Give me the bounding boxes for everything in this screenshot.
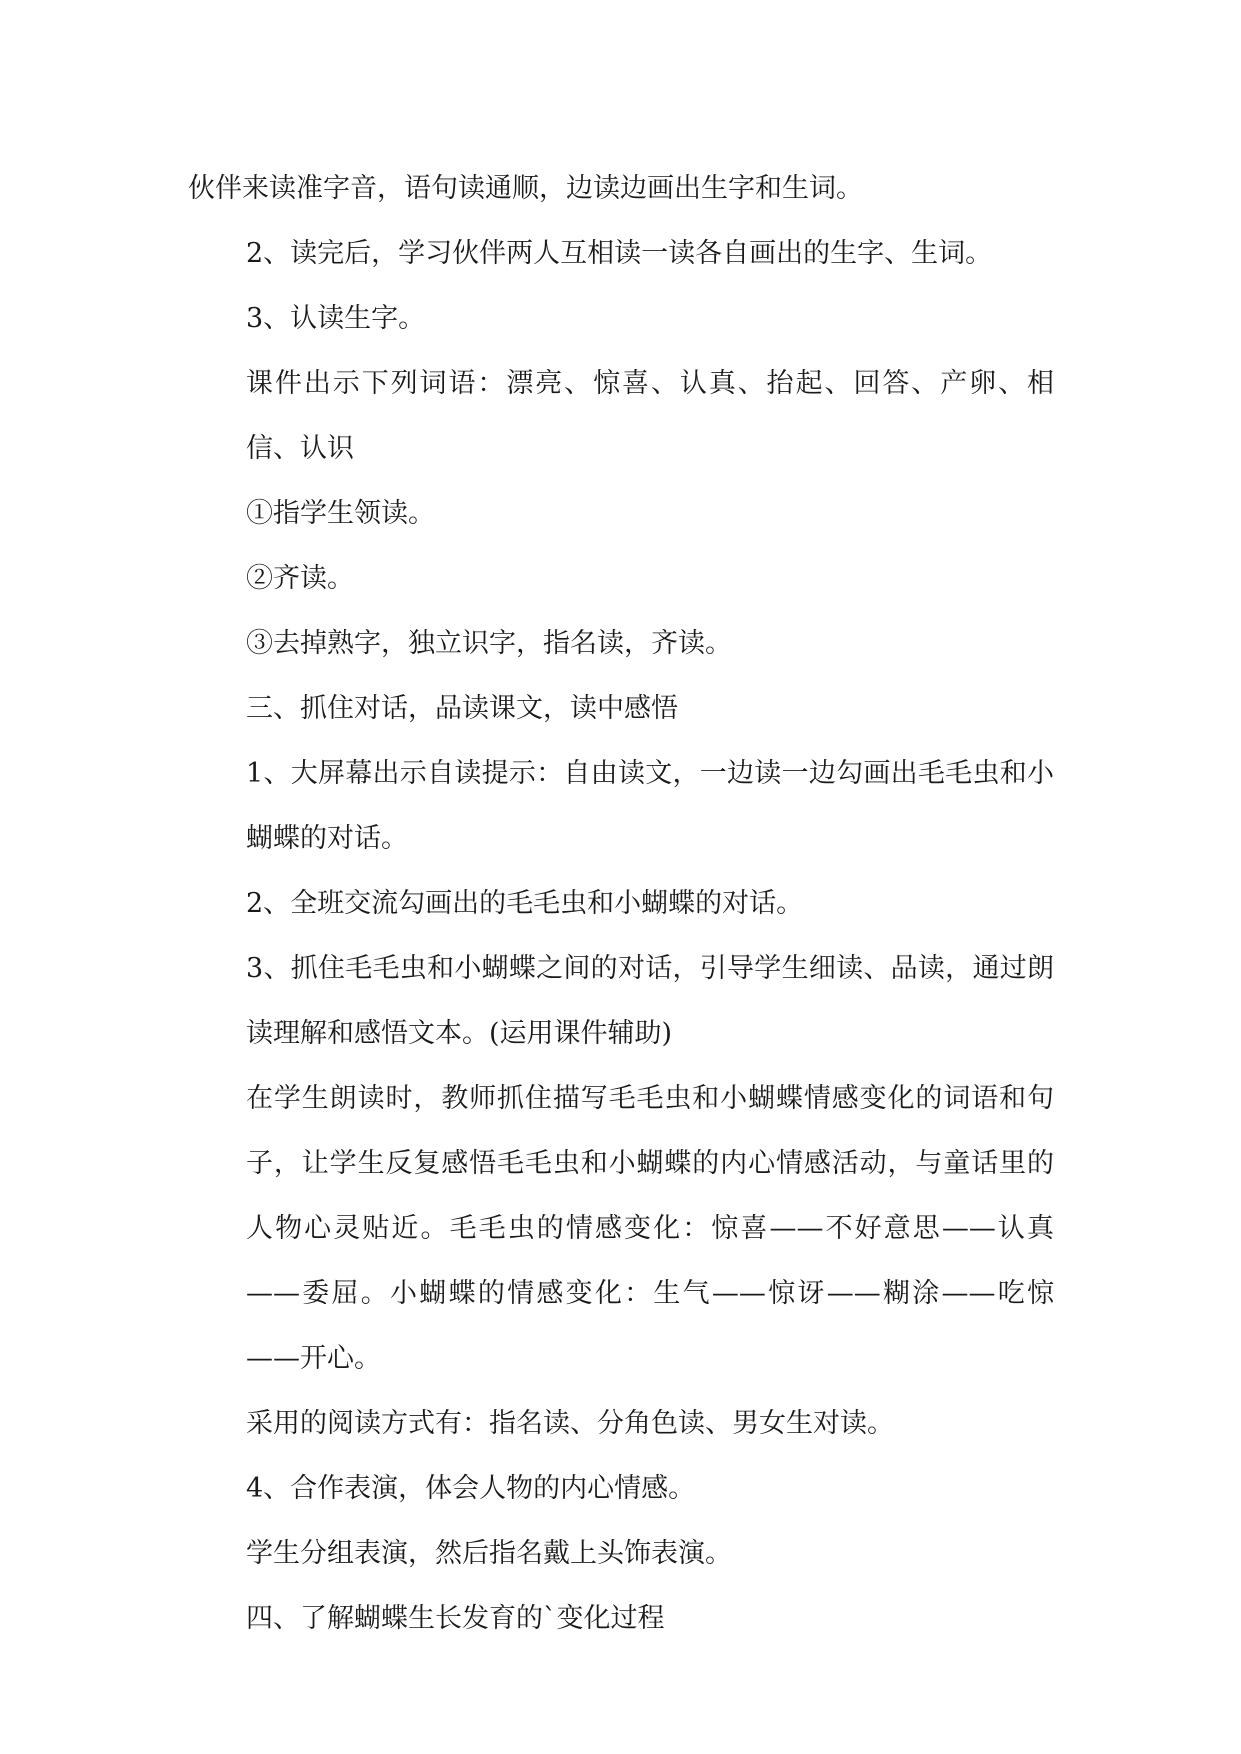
paragraph-sub-3: ③去掉熟字，独立识字，指名读，齐读。 xyxy=(246,628,732,659)
paragraph-step-3: 3、认读生字。 xyxy=(246,303,426,334)
paragraph-reading-methods: 采用的阅读方式有：指名读、分角色读、男女生对读。 xyxy=(246,1408,894,1439)
paragraph-step-2-exchange: 2、全班交流勾画出的毛毛虫和小蝴蝶的对话。 xyxy=(246,888,804,919)
paragraph-word-list: 课件出示下列词语：漂亮、惊喜、认真、抬起、回答、产卵、相信、认识 xyxy=(246,368,1054,464)
paragraph-sub-1: ①指学生领读。 xyxy=(246,498,435,529)
section-heading-3: 三、抓住对话，品读课文，读中感悟 xyxy=(246,693,678,724)
paragraph-sub-2: ②齐读。 xyxy=(246,563,354,594)
paragraph-group-performance: 学生分组表演，然后指名戴上头饰表演。 xyxy=(246,1538,732,1569)
paragraph-continued: 伙伴来读准字音，语句读通顺，边读边画出生字和生词。 xyxy=(188,173,863,204)
paragraph-step-2: 2、读完后，学习伙伴两人互相读一读各自画出的生字、生词。 xyxy=(246,238,993,269)
paragraph-step-1-prompt: 1、大屏幕出示自读提示：自由读文，一边读一边勾画出毛毛虫和小蝴蝶的对话。 xyxy=(246,758,1054,854)
section-heading-4: 四、了解蝴蝶生长发育的`变化过程 xyxy=(246,1603,665,1634)
paragraph-step-3-dialogue: 3、抓住毛毛虫和小蝴蝶之间的对话，引导学生细读、品读，通过朗读理解和感悟文本。(运用课件辅助) xyxy=(246,953,1054,1049)
paragraph-step-4: 4、合作表演，体会人物的内心情感。 xyxy=(246,1473,696,1504)
document-body xyxy=(188,156,1054,1651)
paragraph-emotion-changes: 在学生朗读时，教师抓住描写毛毛虫和小蝴蝶情感变化的词语和句子，让学生反复感悟毛毛虫和小蝴蝶的内心情感活动，与童话里的人物心灵贴近。毛毛虫的情感变化：惊喜——不好意思——认真——委屈。小蝴蝶的情感变化：生气——惊讶——糊涂——吃惊——开心。 xyxy=(246,1083,1054,1374)
